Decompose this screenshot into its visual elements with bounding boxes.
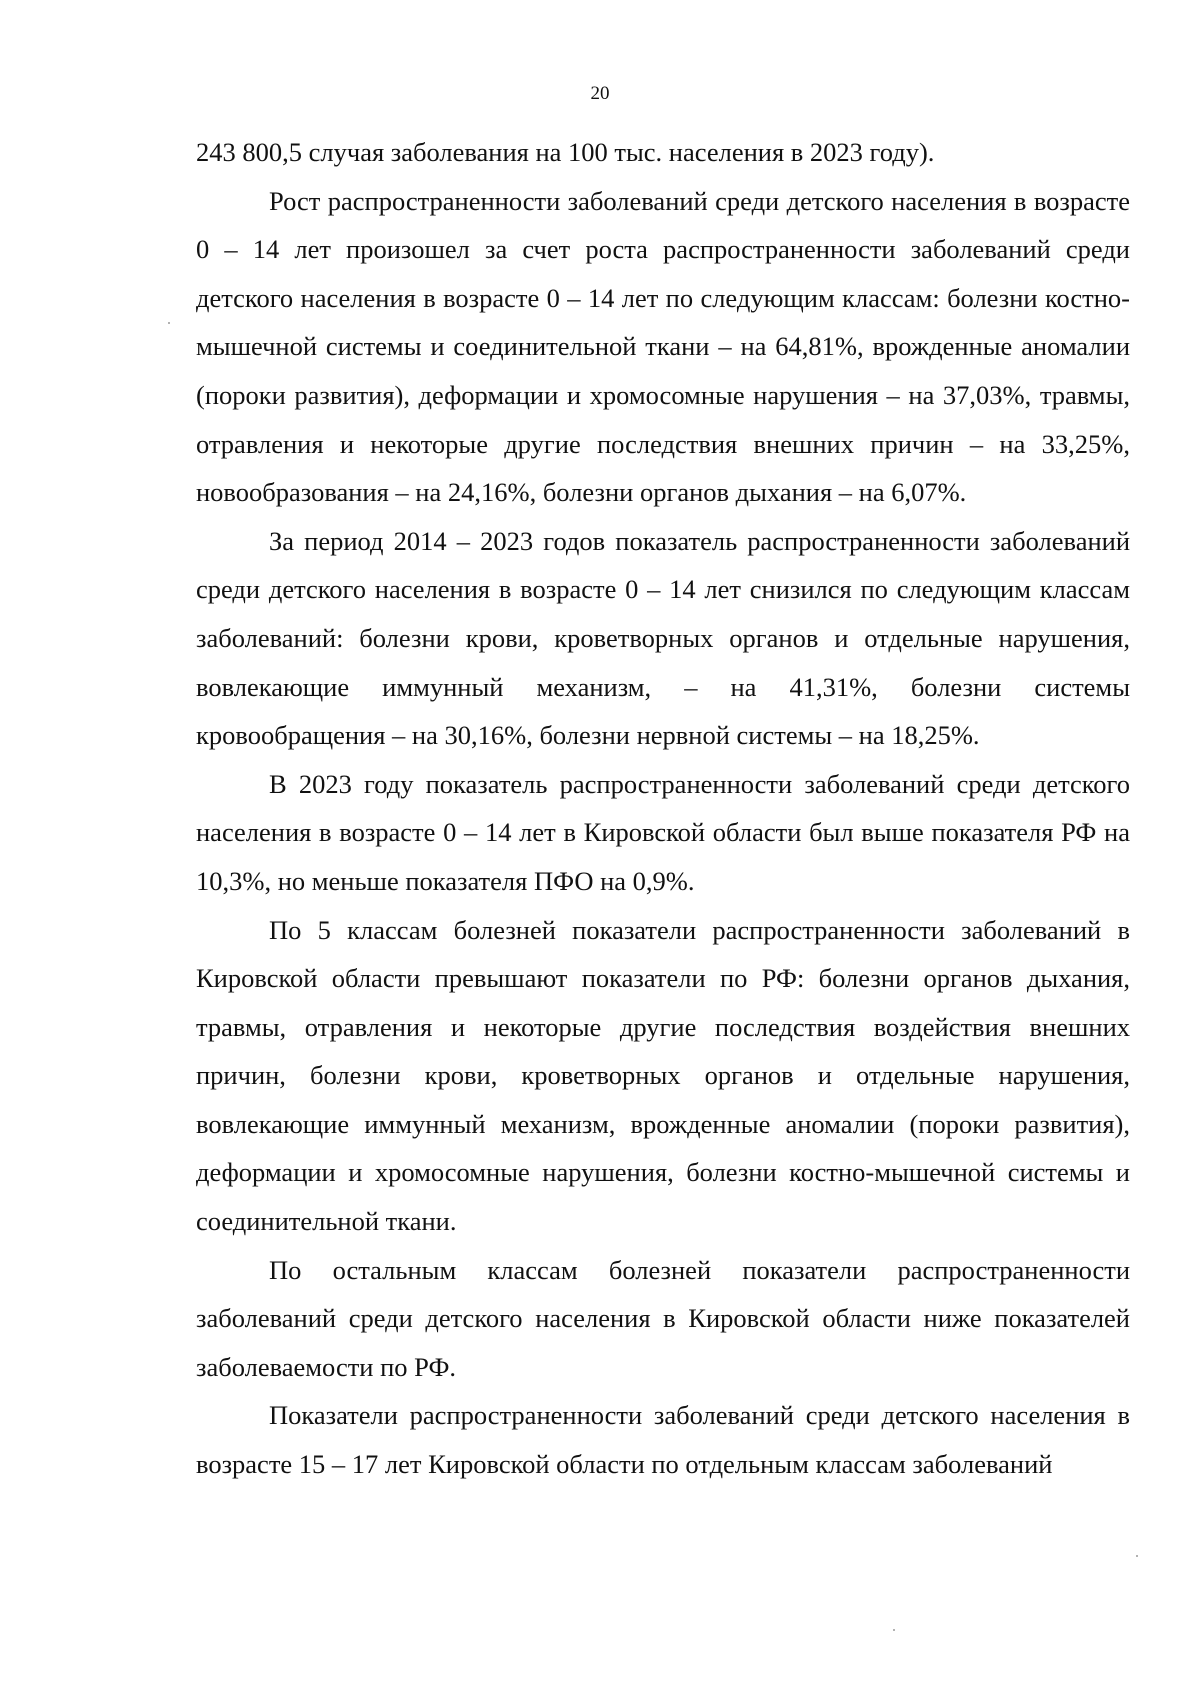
scan-speck <box>1136 1555 1138 1557</box>
paragraph-decline-2014-2023: За период 2014 – 2023 годов показатель распространенности заболеваний среди детского населения в возрасте 0 – 14 лет снизился по следующим классам заболеваний: болезни крови, кроветворных органов и отдельные нарушения, вовлекающие иммунный механизм, – на 41,31%, болезни системы кровообращения – на 30,16%, болезни нервной системы – на 18,25%. <box>196 525 1130 751</box>
scan-speck <box>168 322 170 324</box>
paragraph-15-17-intro: Показатели распространенности заболеваний среди детского населения в возрасте 15 – 17 лет Кировской области по отдельным классам заболеваний <box>196 1400 1130 1480</box>
paragraph-five-classes: По 5 классам болезней показатели распространенности заболеваний в Кировской области превышают показатели по РФ: болезни органов дыхания, травмы, отравления и некоторые другие последствия воздействия внешних причин, болезни крови, кроветворных органов и отдельные нарушения, вовлекающие иммунный механизм, врожденные аномалии (пороки развития), деформации и хромосомные нарушения, болезни костно-мышечной системы и соединительной ткани. <box>196 914 1130 1237</box>
paragraph-growth-0-14: Рост распространенности заболеваний среди детского населения в возрасте 0 – 14 лет произошел за счет роста распространенности заболеваний среди детского населения в возрасте 0 – 14 лет по следующим классам: болезни костно-мышечной системы и соединительной ткани – на 64,81%, врожденные аномалии (пороки развития), деформации и хромосомные нарушения – на 37,03%, травмы, отравления и некоторые другие последствия внешних причин – на 33,25%, новообразования – на 24,16%, болезни органов дыхания – на 6,07%. <box>196 185 1130 508</box>
paragraph-other-classes: По остальным классам болезней показатели распространенности заболеваний среди детского населения в Кировской области ниже показателей заболеваемости по РФ. <box>196 1254 1130 1382</box>
document-body <box>196 128 1130 1489</box>
paragraph-comparison-rf-pfo: В 2023 году показатель распространенности заболеваний среди детского населения в возрасте 0 – 14 лет в Кировской области был выше показателя РФ на 10,3%, но меньше показателя ПФО на 0,9%. <box>196 768 1130 896</box>
paragraph-continuation: 243 800,5 случая заболевания на 100 тыс. населения в 2023 году). <box>196 137 935 167</box>
page-number: 20 <box>590 83 610 104</box>
scan-speck <box>893 1629 895 1631</box>
